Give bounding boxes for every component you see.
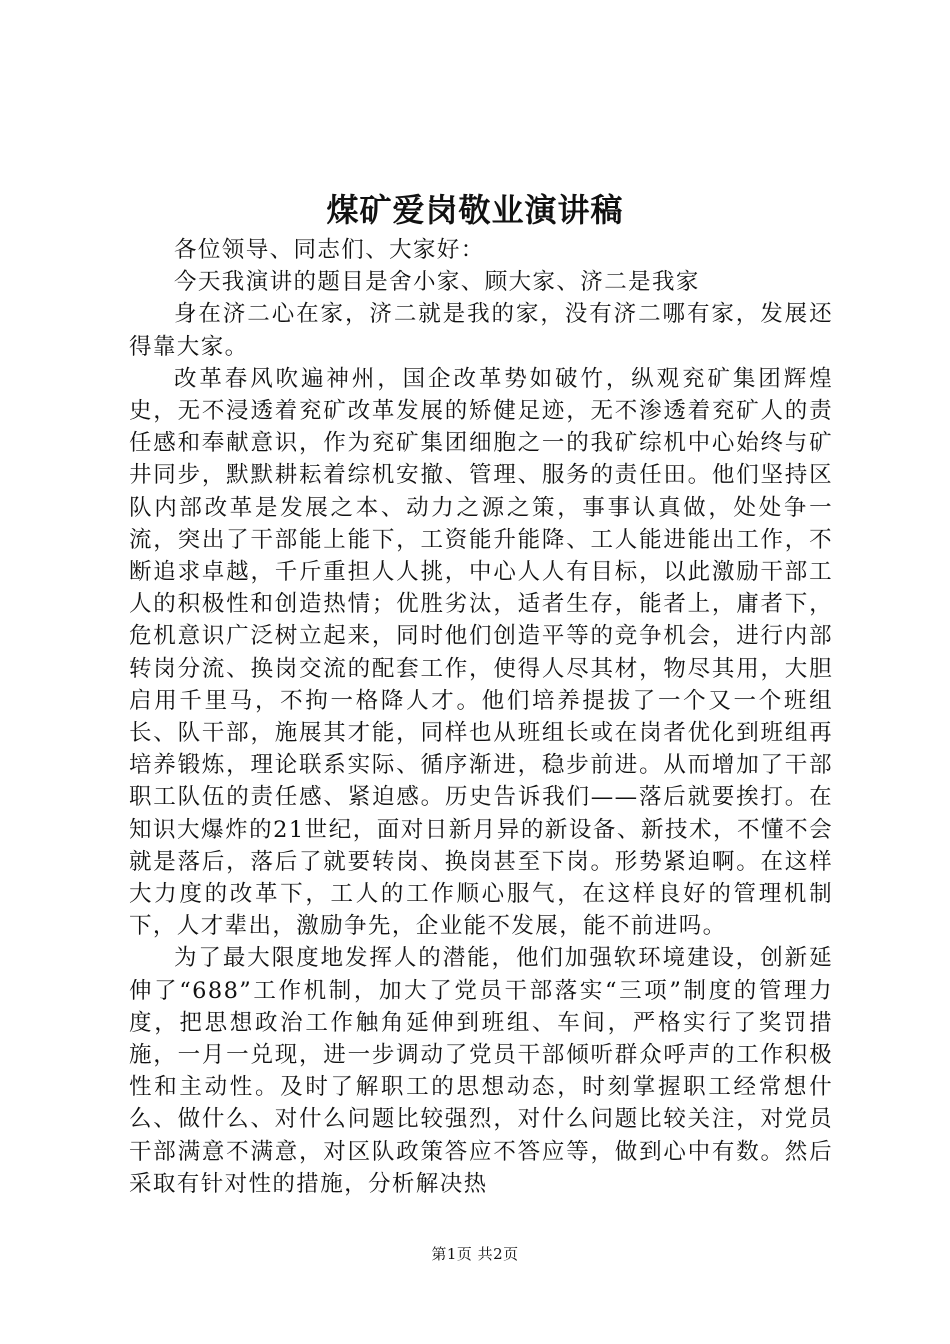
document-title: 煤矿爱岗敬业演讲稿 bbox=[326, 191, 624, 229]
paragraph-greeting: 各位领导、同志们、大家好： bbox=[174, 237, 485, 263]
paragraph-potential: 为了最大限度地发挥人的潜能，他们加强软环境建设，创新延伸了“688”工作机制，加大了党员干部落实“三项”制度的管理力度，把思想政治工作触角延伸到班组、车间，严格实行了奖罚措施，一月一兑现，进一步调动了党员干部倾听群众呼声的工作积极性和主动性。及时了解职工的思想动态，时刻掌握职工经常想什么、做什么、对什么问题比较强烈，对什么问题比较关注，对党员干部满意不满意，对区队政策答应不答应等，做到心中有数。然后采取有针对性的措施，分析解决热 bbox=[129, 945, 833, 1197]
paragraph-motto: 身在济二心在家，济二就是我的家，没有济二哪有家，发展还得靠大家。 bbox=[129, 301, 833, 360]
document-body bbox=[129, 234, 833, 1200]
paragraph-reform: 改革春风吹遍神州，国企改革势如破竹，纵观兖矿集团辉煌史，无不浸透着兖矿改革发展的矫健足迹，无不渗透着兖矿人的责任感和奉献意识，作为兖矿集团细胞之一的我矿综机中心始终与矿井同步，默默耕耘着综机安撤、管理、服务的责任田。他们坚持区队内部改革是发展之本、动力之源之策，事事认真做，处处争一流，突出了干部能上能下，工资能升能降、工人能进能出工作，不断追求卓越，千斤重担人人挑，中心人人有目标，以此激励干部工人的积极性和创造热情；优胜劣汰，适者生存，能者上，庸者下，危机意识广泛树立起来，同时他们创造平等的竞争机会，进行内部转岗分流、换岗交流的配套工作，使得人尽其材，物尽其用，大胆启用千里马，不拘一格降人才。他们培养提拔了一个又一个班组长、队干部，施展其才能，同样也从班组长或在岗者优化到班组再培养锻炼，理论联系实际、循序渐进，稳步前进。从而增加了干部职工队伍的责任感、紧迫感。历史告诉我们——落后就要挨打。在知识大爆炸的21世纪，面对日新月异的新设备、新技术，不懂不会就是落后，落后了就要转岗、换岗甚至下岗。形势紧迫啊。在这样大力度的改革下，工人的工作顺心服气，在这样良好的管理机制下，人才辈出，激励争先，企业能不发展，能不前进吗。 bbox=[129, 365, 833, 940]
page-footer: 第1页 共2页 bbox=[431, 1245, 519, 1263]
paragraph-topic: 今天我演讲的题目是舍小家、顾大家、济二是我家 bbox=[174, 269, 700, 296]
